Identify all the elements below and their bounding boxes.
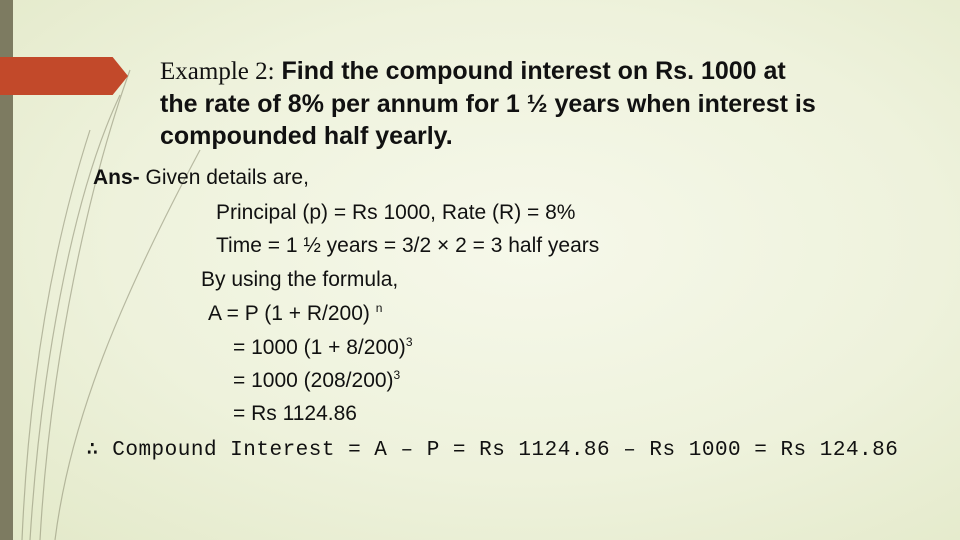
step-3-line: = Rs 1124.86 [233,402,357,425]
example-label: Example 2: [160,58,275,85]
step-2-text: = 1000 (208/200) [233,369,394,392]
formula-intro-line: By using the formula, [201,268,399,291]
answer-intro-line [93,166,309,190]
formula-text: A = P (1 + R/200) [208,302,370,325]
step-2-line [233,369,400,393]
step-1-text: = 1000 (1 + 8/200) [233,336,406,359]
title-line-1: Find the compound interest on Rs. 1000 at [281,57,786,85]
time-line: Time = 1 ½ years = 3/2 × 2 = 3 half years [216,234,600,257]
title-accent-arrow [0,57,128,95]
title-line-2: the rate of 8% per annum for 1 ½ years when interest is [160,90,816,118]
formula-line [208,302,382,326]
answer-label: Ans- [93,166,140,189]
answer-intro: Given details are, [145,166,309,189]
conclusion-line: ∴ Compound Interest = A – P = Rs 1124.86 – Rs 1000 = Rs 124.86 [86,439,899,462]
step-1-exponent: 3 [405,335,413,349]
title-line-3: compounded half yearly. [160,122,453,150]
step-2-exponent: 3 [393,368,401,382]
slide-title [160,55,940,152]
step-1-line [233,336,413,360]
principal-line: Principal (p) = Rs 1000, Rate (R) = 8% [216,201,576,224]
formula-exponent: n [375,301,383,315]
